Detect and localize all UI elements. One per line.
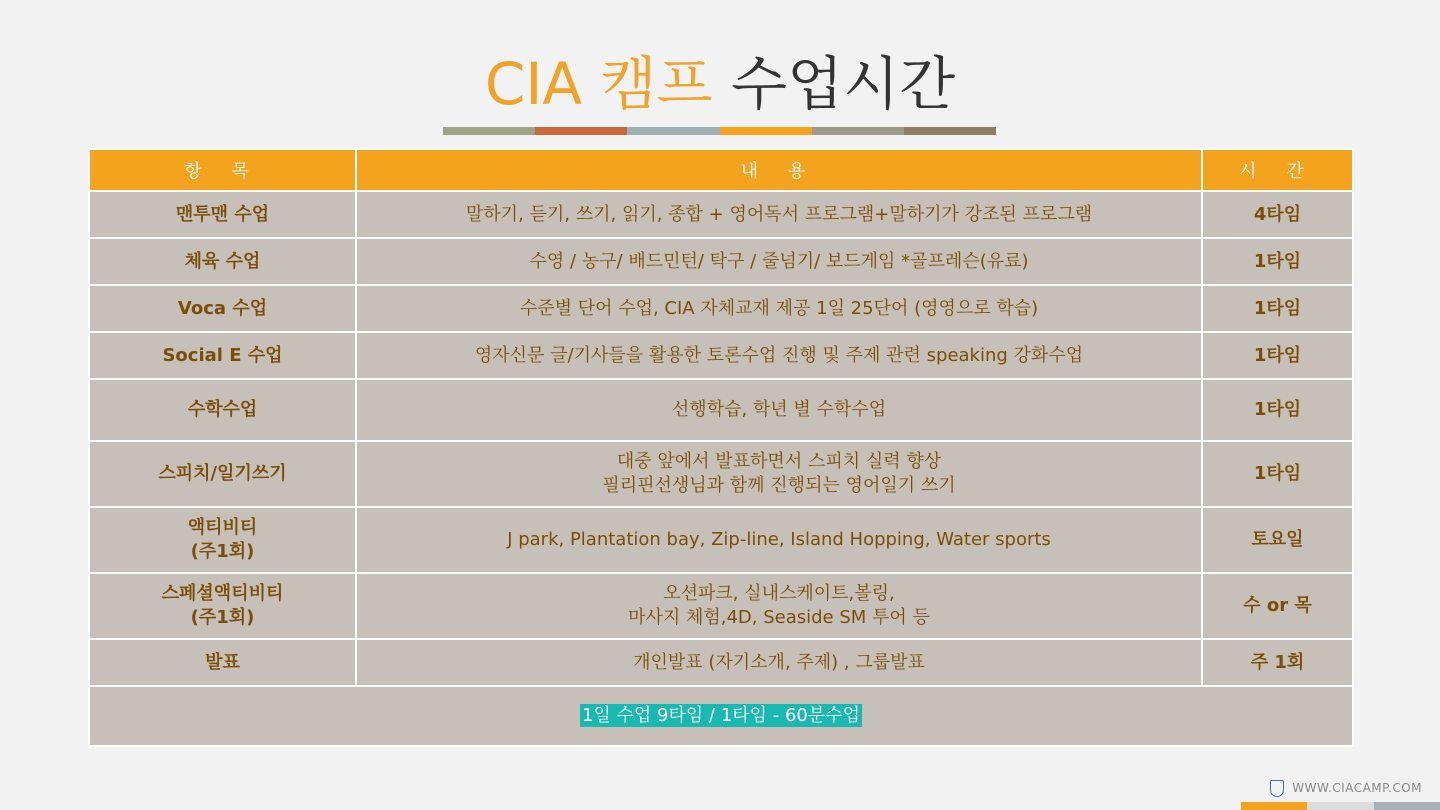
stripe-segment [720, 127, 812, 135]
summary-cell [89, 686, 1353, 746]
table-row [89, 379, 1353, 441]
row-content-cell: 선행학습, 학년 별 수학수업 [356, 379, 1202, 441]
row-content-cell: 수영 / 농구/ 배드민턴/ 탁구 / 줄넘기/ 보드게임 *골프레슨(유료) [356, 238, 1202, 285]
table-row [89, 191, 1353, 238]
table-body [89, 191, 1353, 746]
header-item: 항 목 [89, 149, 356, 191]
title-color-stripe [443, 127, 996, 135]
header-time: 시 간 [1202, 149, 1353, 191]
table-row [89, 285, 1353, 332]
row-time-cell: 1타임 [1202, 238, 1353, 285]
row-content-cell: 수준별 단어 수업, CIA 자체교재 제공 1일 25단어 (영영으로 학습) [356, 285, 1202, 332]
table-row [89, 573, 1353, 639]
row-time-cell: 1타임 [1202, 441, 1353, 507]
row-time-cell: 1타임 [1202, 332, 1353, 379]
row-time-cell: 1타임 [1202, 285, 1353, 332]
row-item-cell: 맨투맨 수업 [89, 191, 356, 238]
table-row [89, 332, 1353, 379]
row-item-cell: 스피치/일기쓰기 [89, 441, 356, 507]
row-item-cell: 수학수업 [89, 379, 356, 441]
row-content-cell: 말하기, 듣기, 쓰기, 읽기, 종합 + 영어독서 프로그램+말하기가 강조된 프로그램 [356, 191, 1202, 238]
stripe-segment [535, 127, 627, 135]
row-time-cell: 수 or 목 [1202, 573, 1353, 639]
page-title [0, 44, 1440, 124]
table-row [89, 441, 1353, 507]
website-text: WWW.CIACAMP.COM [1292, 781, 1422, 795]
row-content-cell: 오션파크, 실내스케이트,볼링, 마사지 체험,4D, Seaside SM 투어 등 [356, 573, 1202, 639]
row-item-cell: 체육 수업 [89, 238, 356, 285]
header-content: 내 용 [356, 149, 1202, 191]
table-row [89, 507, 1353, 573]
row-content-cell: 개인발표 (자기소개, 주제) , 그룹발표 [356, 639, 1202, 686]
school-crest-icon [1270, 780, 1284, 797]
row-item-cell: Social E 수업 [89, 332, 356, 379]
row-item-cell: 액티비티 (주1회) [89, 507, 356, 573]
title-accent: CIA 캠프 [484, 50, 713, 118]
table-header-row [89, 149, 1353, 191]
row-content-cell: 대중 앞에서 발표하면서 스피치 실력 향상 필리핀선생님과 함께 진행되는 영어일기 쓰기 [356, 441, 1202, 507]
summary-badge: 1일 수업 9타임 / 1타임 - 60분수업 [581, 705, 861, 726]
bottom-strip-segment [1241, 802, 1307, 810]
table-row [89, 639, 1353, 686]
bottom-strip-segment [1307, 802, 1373, 810]
row-time-cell: 4타임 [1202, 191, 1353, 238]
footer-brand [1270, 778, 1422, 798]
bottom-strip-segment [1374, 802, 1440, 810]
row-time-cell: 1타임 [1202, 379, 1353, 441]
row-item-cell: 발표 [89, 639, 356, 686]
title-rest: 수업시간 [731, 50, 956, 118]
row-item-cell: 스페셜액티비티 (주1회) [89, 573, 356, 639]
row-time-cell: 토요일 [1202, 507, 1353, 573]
row-content-cell: 영자신문 글/기사들을 활용한 토론수업 진행 및 주제 관련 speaking 강화수업 [356, 332, 1202, 379]
row-content-cell: J park, Plantation bay, Zip-line, Island Hopping, Water sports [356, 507, 1202, 573]
stripe-segment [904, 127, 996, 135]
table-row [89, 238, 1353, 285]
stripe-segment [443, 127, 535, 135]
row-item-cell: Voca 수업 [89, 285, 356, 332]
row-time-cell: 주 1회 [1202, 639, 1353, 686]
summary-row [89, 686, 1353, 746]
stripe-segment [812, 127, 904, 135]
stripe-segment [627, 127, 719, 135]
schedule-table [88, 148, 1354, 747]
bottom-color-strip [1241, 802, 1440, 810]
